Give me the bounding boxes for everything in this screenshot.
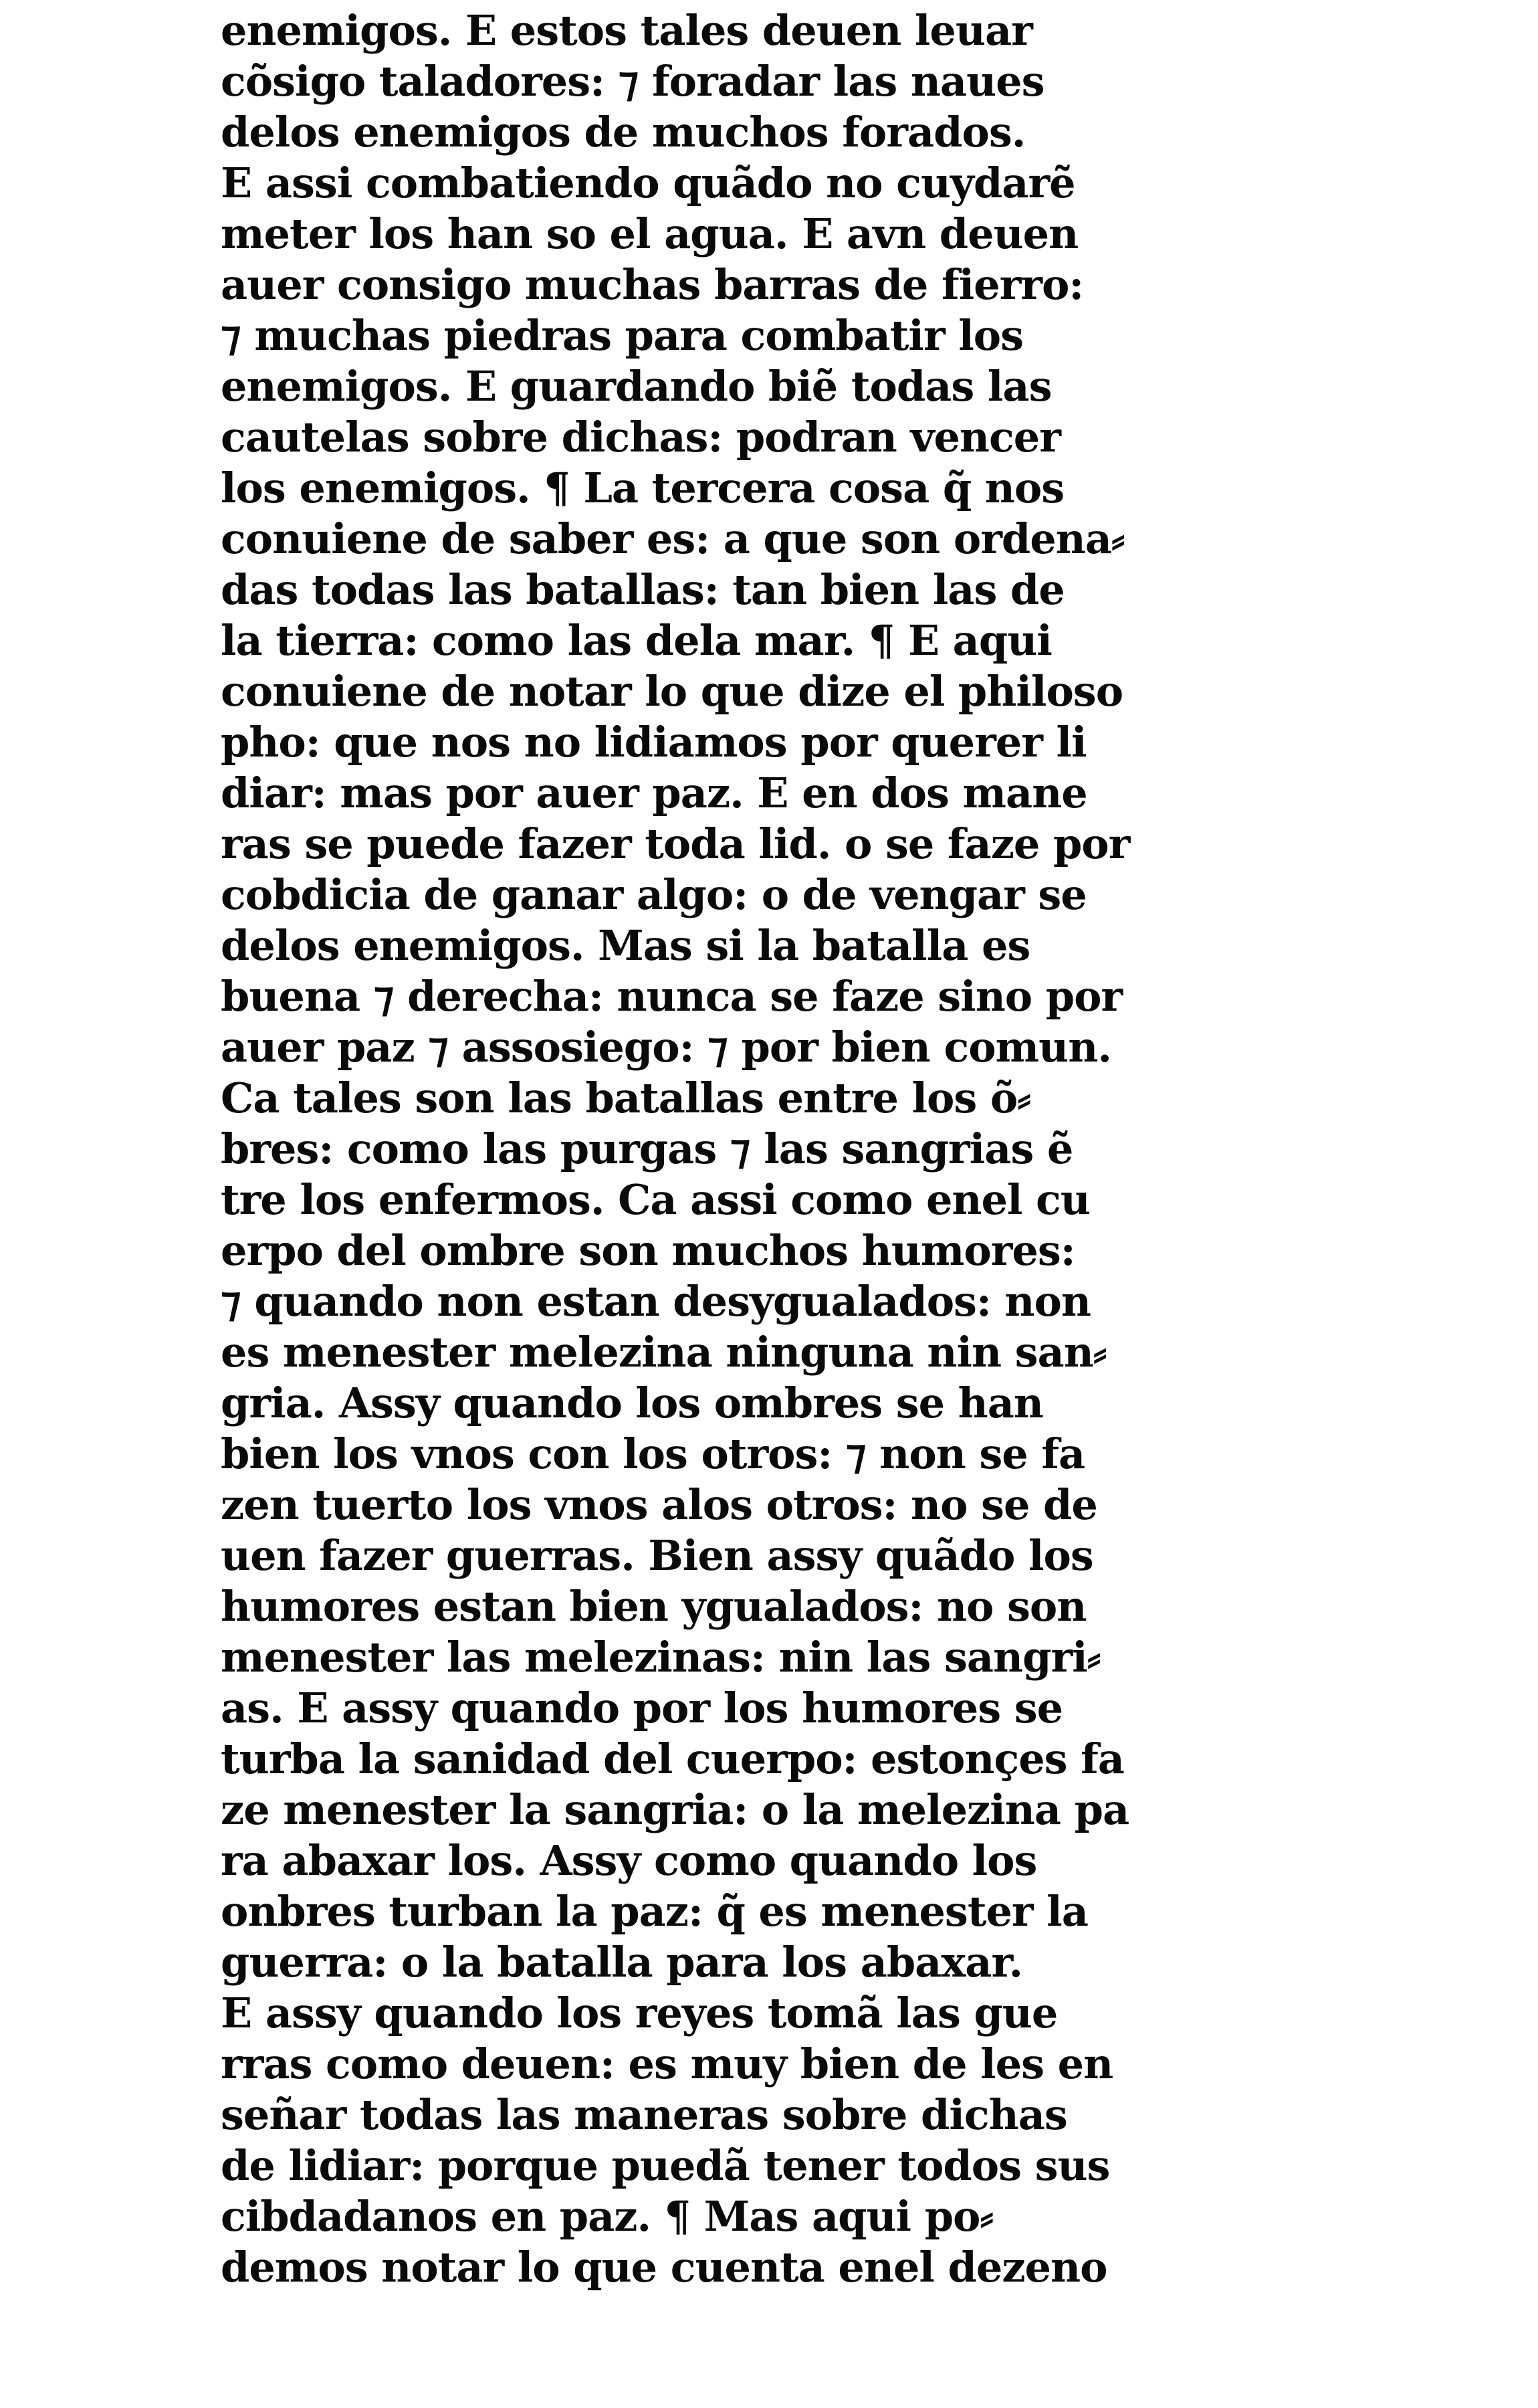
text-line: ra abaxar los. Assy como quando los bbox=[221, 1836, 1037, 1885]
text-line: guerra: o la batalla para los abaxar. bbox=[221, 1938, 1023, 1987]
text-line: E assy quando los reyes tomã las gue bbox=[221, 1989, 1058, 2037]
text-line: auer consigo muchas barras de fierro: bbox=[221, 260, 1084, 309]
text-line: das todas las batallas: tan bien las de bbox=[221, 565, 1065, 614]
text-line: es menester melezina ninguna nin san⸗ bbox=[221, 1328, 1107, 1377]
text-line: de lidiar: porque puedã tener todos sus bbox=[221, 2141, 1110, 2190]
text-line: E assi combatiendo quãdo no cuydarẽ bbox=[221, 159, 1075, 207]
text-line: cibdadanos en paz. ¶ Mas aqui po⸗ bbox=[221, 2192, 994, 2241]
text-column bbox=[221, 5, 1130, 2293]
text-line: humores estan bien ygualados: no son bbox=[221, 1582, 1087, 1631]
text-line: ⁊ muchas piedras para combatir los bbox=[221, 311, 1024, 360]
text-line: demos notar lo que cuenta enel dezeno bbox=[221, 2243, 1107, 2292]
text-line: zen tuerto los vnos alos otros: no se de bbox=[221, 1480, 1097, 1529]
text-line: turba la sanidad del cuerpo: estonçes fa bbox=[221, 1734, 1124, 1783]
text-line: buena ⁊ derecha: nunca se faze sino por bbox=[221, 972, 1123, 1021]
text-line: diar: mas por auer paz. E en dos mane bbox=[221, 769, 1087, 817]
text-line: auer paz ⁊ assosiego: ⁊ por bien comun. bbox=[221, 1023, 1111, 1072]
text-line: ze menester la sangria: o la melezina pa bbox=[221, 1785, 1129, 1834]
text-line: onbres turban la paz: q̃ es menester la bbox=[221, 1887, 1088, 1936]
text-line: ras se puede fazer toda lid. o se faze por bbox=[221, 819, 1130, 868]
text-line: los enemigos. ¶ La tercera cosa q̃ nos bbox=[221, 464, 1065, 512]
text-line: gria. Assy quando los ombres se han bbox=[221, 1379, 1043, 1427]
text-line: rras como deuen: es muy bien de les en bbox=[221, 2039, 1113, 2088]
text-line: uen fazer guerras. Bien assy quãdo los bbox=[221, 1531, 1093, 1580]
text-line: ⁊ quando non estan desygualados: non bbox=[221, 1277, 1091, 1326]
text-line: señar todas las maneras sobre dichas bbox=[221, 2090, 1067, 2139]
text-line: enemigos. E guardando biẽ todas las bbox=[221, 362, 1052, 411]
text-line: la tierra: como las dela mar. ¶ E aqui bbox=[221, 616, 1052, 665]
text-line: Ca tales son las batallas entre los õ⸗ bbox=[221, 1074, 1030, 1122]
text-line: cobdicia de ganar algo: o de vengar se bbox=[221, 870, 1087, 919]
text-line: bien los vnos con los otros: ⁊ non se fa bbox=[221, 1429, 1085, 1478]
text-line: as. E assy quando por los humores se bbox=[221, 1684, 1063, 1732]
text-line: bres: como las purgas ⁊ las sangrias ẽ bbox=[221, 1124, 1073, 1173]
text-line: conuiene de notar lo que dize el philoso bbox=[221, 667, 1123, 716]
text-line: cõsigo taladores: ⁊ foradar las naues bbox=[221, 57, 1045, 106]
text-line: delos enemigos. Mas si la batalla es bbox=[221, 921, 1030, 970]
text-line: meter los han so el agua. E avn deuen bbox=[221, 209, 1079, 258]
text-line: erpo del ombre son muchos humores: bbox=[221, 1226, 1075, 1275]
text-line: tre los enfermos. Ca assi como enel cu bbox=[221, 1175, 1090, 1224]
text-line: delos enemigos de muchos forados. bbox=[221, 108, 1026, 157]
text-line: conuiene de saber es: a que son ordena⸗ bbox=[221, 514, 1125, 563]
text-line: cautelas sobre dichas: podran vencer bbox=[221, 413, 1061, 462]
text-line: enemigos. E estos tales deuen leuar bbox=[221, 6, 1032, 55]
text-line: pho: que nos no lidiamos por querer li bbox=[221, 718, 1087, 767]
text-line: menester las melezinas: nin las sangri⸗ bbox=[221, 1633, 1101, 1682]
